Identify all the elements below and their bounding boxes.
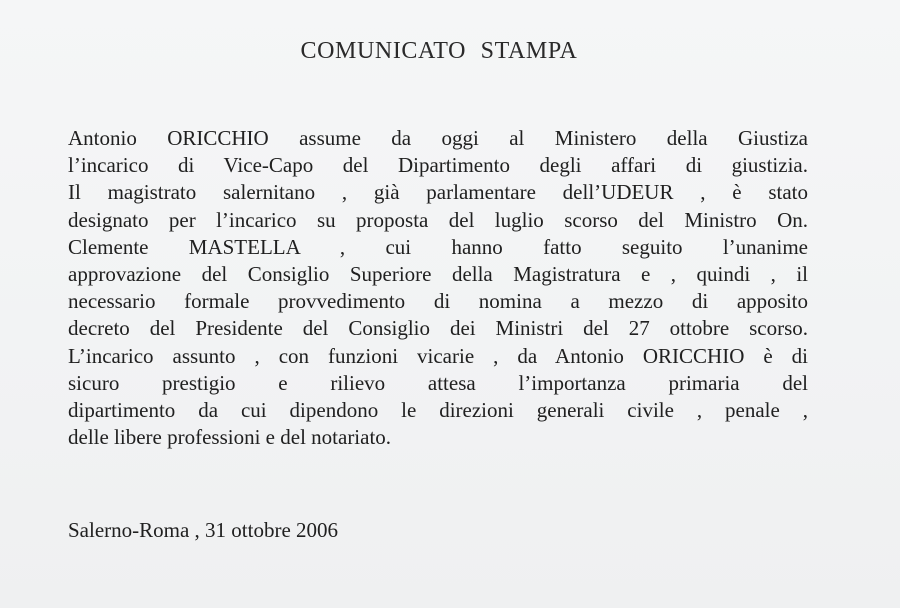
body-line: Clemente MASTELLA , cui hanno fatto seguito l’unanime bbox=[68, 234, 808, 259]
body-line: l’incarico di Vice-Capo del Dipartimento degli affari di giustizia. bbox=[68, 153, 808, 178]
body-line: Il magistrato salernitano , già parlamentare dell’UDEUR , è stato bbox=[68, 180, 808, 205]
body-line: designato per l’incarico su proposta del luglio scorso del Ministro On. bbox=[68, 207, 808, 232]
body-line: Antonio ORICCHIO assume da oggi al Ministero della Giustiza bbox=[68, 126, 808, 150]
body-line: approvazione del Consiglio Superiore della Magistratura e , quindi , il bbox=[68, 261, 808, 286]
body-line: necessario formale provvedimento di nomina a mezzo di apposito bbox=[68, 289, 808, 314]
body-line: delle libere professioni e del notariato. bbox=[68, 425, 392, 450]
body-line: dipartimento da cui dipendono le direzioni generali civile , penale , bbox=[68, 397, 808, 422]
document-body bbox=[68, 125, 808, 451]
body-line: sicuro prestigio e rilievo attesa l’importanza primaria del bbox=[68, 370, 808, 395]
place-date: Salerno-Roma , 31 ottobre 2006 bbox=[68, 518, 339, 542]
body-line: decreto del Presidente del Consiglio dei Ministri del 27 ottobre scorso. bbox=[68, 316, 808, 341]
body-line: L’incarico assunto , con funzioni vicarie , da Antonio ORICCHIO è di bbox=[68, 343, 808, 368]
document-title: COMUNICATO STAMPA bbox=[300, 38, 578, 64]
